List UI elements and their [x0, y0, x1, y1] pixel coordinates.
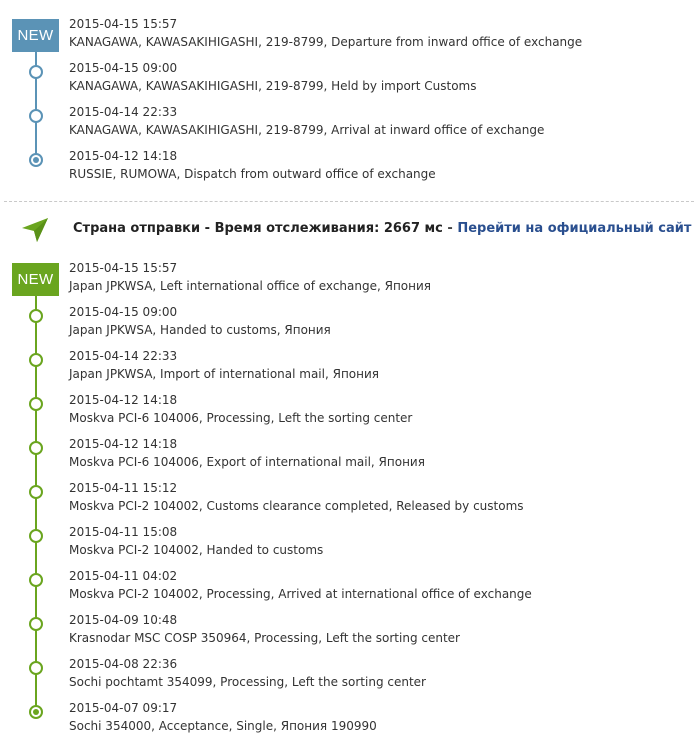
header-separator: -	[442, 221, 458, 236]
tracking-event	[69, 436, 689, 470]
event-description: Sochi 354000, Acceptance, Single, Япония 190990	[69, 719, 377, 733]
event-date: 2015-04-11 15:08	[69, 525, 178, 539]
event-date: 2015-04-12 14:18	[69, 437, 178, 451]
event-date: 2015-04-14 22:33	[69, 349, 178, 363]
tracking-event	[69, 700, 689, 734]
event-date: 2015-04-11 15:12	[69, 481, 178, 495]
event-description: RUSSIE, RUMOWA, Dispatch from outward office of exchange	[69, 167, 436, 181]
new-badge: NEW	[12, 19, 59, 52]
timeline-dot	[29, 485, 43, 499]
event-date: 2015-04-15 09:00	[69, 61, 178, 75]
event-date: 2015-04-14 22:33	[69, 105, 178, 119]
event-date: 2015-04-07 09:17	[69, 701, 178, 715]
timeline-dot	[29, 617, 43, 631]
event-description: Moskva PCI-6 104006, Export of international mail, Япония	[69, 455, 425, 469]
tracking-event	[69, 524, 689, 558]
timeline-dot	[29, 661, 43, 675]
event-date: 2015-04-12 14:18	[69, 149, 178, 163]
tracking-event	[69, 568, 689, 602]
event-description: Moskva PCI-6 104006, Processing, Left the sorting center	[69, 411, 413, 425]
tracking-event	[69, 612, 689, 646]
timeline-dot-final	[29, 705, 43, 719]
event-date: 2015-04-15 15:57	[69, 261, 178, 275]
event-description: Moskva PCI-2 104002, Customs clearance completed, Released by customs	[69, 499, 524, 513]
event-date: 2015-04-09 10:48	[69, 613, 178, 627]
event-date: 2015-04-11 04:02	[69, 569, 178, 583]
event-date: 2015-04-12 14:18	[69, 393, 178, 407]
timeline-dot	[29, 353, 43, 367]
event-description: Moskva PCI-2 104002, Processing, Arrived at international office of exchange	[69, 587, 532, 601]
event-description: Sochi pochtamt 354099, Processing, Left the sorting center	[69, 675, 426, 689]
origin-header-label: Страна отправки - Время отслеживания: 2667 мс	[73, 221, 443, 236]
tracking-event	[69, 392, 689, 426]
event-description: Moskva PCI-2 104002, Handed to customs	[69, 543, 324, 557]
tracking-event	[69, 304, 689, 338]
timeline-dot	[29, 529, 43, 543]
tracking-event	[69, 480, 689, 514]
event-date: 2015-04-08 22:36	[69, 657, 178, 671]
timeline-dot	[29, 397, 43, 411]
tracking-event	[69, 260, 689, 294]
event-description: KANAGAWA, KAWASAKIHIGASHI, 219-8799, Departure from inward office of exchange	[69, 35, 583, 49]
event-description: Krasnodar MSC COSP 350964, Processing, Left the sorting center	[69, 631, 460, 645]
official-site-link[interactable]: Перейти на официальный сайт	[457, 221, 692, 236]
tracking-event	[69, 348, 689, 382]
timeline-dot	[29, 441, 43, 455]
new-badge: NEW	[12, 263, 59, 296]
event-description: KANAGAWA, KAWASAKIHIGASHI, 219-8799, Held by import Customs	[69, 79, 477, 93]
event-description: Japan JPKWSA, Left international office of exchange, Япония	[69, 279, 431, 293]
timeline-dot	[29, 573, 43, 587]
timeline-dot	[29, 309, 43, 323]
event-description: KANAGAWA, KAWASAKIHIGASHI, 219-8799, Arrival at inward office of exchange	[69, 123, 545, 137]
event-description: Japan JPKWSA, Handed to customs, Япония	[69, 323, 331, 337]
event-date: 2015-04-15 09:00	[69, 305, 178, 319]
event-date: 2015-04-15 15:57	[69, 17, 178, 31]
tracking-event	[69, 656, 689, 690]
event-description: Japan JPKWSA, Import of international mail, Япония	[69, 367, 379, 381]
